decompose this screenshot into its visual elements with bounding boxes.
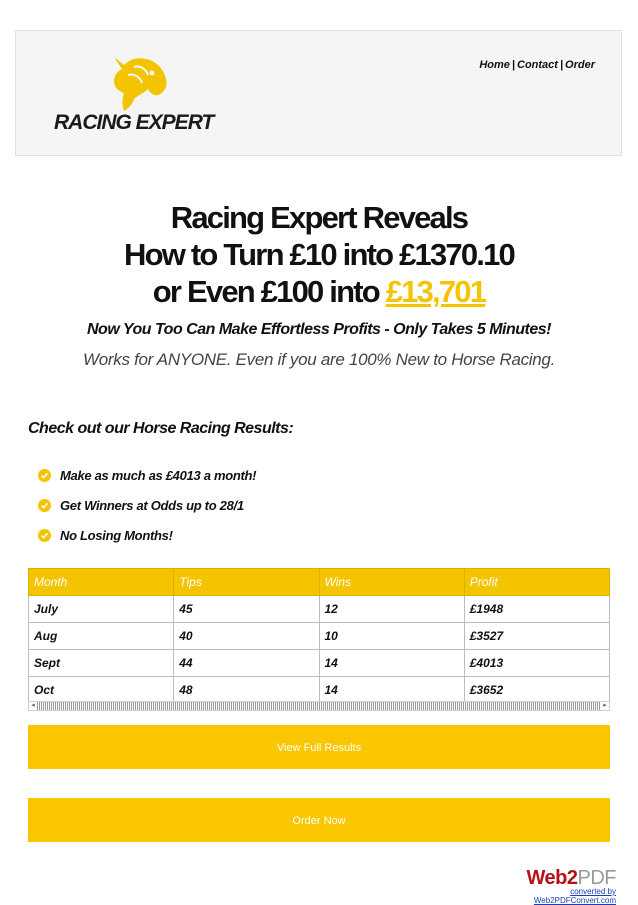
nav-separator: |: [511, 59, 515, 71]
check-circle-icon: [38, 529, 51, 542]
cell-wins: 10: [319, 623, 464, 650]
benefit-list: [38, 460, 256, 550]
hero-subheading: Now You Too Can Make Effortless Profits - Only Takes 5 Minutes!: [87, 321, 551, 338]
column-header-tips: Tips: [174, 569, 319, 596]
order-now-button[interactable]: Order Now: [28, 798, 610, 842]
table-row: [29, 650, 610, 677]
nav-contact-link[interactable]: Contact: [517, 59, 558, 71]
cell-tips: 45: [174, 596, 319, 623]
web2pdf-badge[interactable]: [500, 867, 616, 905]
nav-order-link[interactable]: Order: [565, 59, 595, 71]
column-header-wins: Wins: [319, 569, 464, 596]
benefit-item: [38, 490, 256, 520]
cell-tips: 44: [174, 650, 319, 677]
scroll-left-arrow-icon[interactable]: ◂: [29, 702, 37, 710]
web2pdf-logo-two: 2: [566, 867, 578, 889]
cell-profit: £3652: [464, 677, 609, 704]
web2pdf-logo: [527, 867, 616, 889]
web2pdf-logo-pdf: PDF: [577, 867, 616, 889]
cell-profit: £4013: [464, 650, 609, 677]
cell-month: Sept: [29, 650, 174, 677]
top-navigation: [479, 59, 595, 71]
headline-line-1: Racing Expert Reveals: [170, 200, 468, 235]
check-circle-icon: [38, 499, 51, 512]
cell-profit: £1948: [464, 596, 609, 623]
column-header-profit: Profit: [464, 569, 609, 596]
nav-home-link[interactable]: Home: [479, 59, 510, 71]
cell-wins: 14: [319, 650, 464, 677]
table-row: [29, 623, 610, 650]
benefit-item: [38, 520, 256, 550]
check-circle-icon: [38, 469, 51, 482]
cell-tips: 48: [174, 677, 319, 704]
hero-headline: [0, 199, 638, 310]
cell-profit: £3527: [464, 623, 609, 650]
cell-month: Aug: [29, 623, 174, 650]
benefit-text: Get Winners at Odds up to 28/1: [60, 497, 244, 513]
headline-highlight-amount: £13,701: [385, 274, 486, 309]
table-row: [29, 677, 610, 704]
web2pdf-logo-web: Web: [526, 867, 567, 889]
column-header-month: Month: [29, 569, 174, 596]
results-table: [28, 568, 610, 704]
headline-line-3: [0, 273, 638, 310]
cell-month: Oct: [29, 677, 174, 704]
nav-separator: |: [559, 59, 564, 71]
headline-line-2: How to Turn £10 into £1370.10: [124, 237, 514, 272]
hero-tagline: Works for ANYONE. Even if you are 100% New to Horse Racing.: [82, 350, 556, 369]
site-header: [15, 30, 622, 156]
brand-logo-text: RACING EXPERT: [54, 111, 214, 134]
cell-wins: 12: [319, 596, 464, 623]
benefit-text: No Losing Months!: [60, 527, 173, 543]
cell-month: July: [29, 596, 174, 623]
converted-by-link[interactable]: converted by Web2PDFConvert.com: [533, 887, 616, 905]
benefit-text: Make as much as £4013 a month!: [60, 467, 257, 483]
benefit-item: [38, 460, 256, 490]
view-full-results-button[interactable]: View Full Results: [28, 725, 610, 769]
table-horizontal-scrollbar[interactable]: [28, 701, 610, 711]
table-header-row: [29, 569, 610, 596]
scroll-right-arrow-icon[interactable]: ▸: [601, 702, 609, 710]
headline-line-3-prefix: or Even £100 into: [152, 274, 386, 309]
cell-wins: 14: [319, 677, 464, 704]
table-row: [29, 596, 610, 623]
results-section-title: Check out our Horse Racing Results:: [28, 420, 294, 437]
horse-head-icon: [104, 53, 170, 113]
cell-tips: 40: [174, 623, 319, 650]
